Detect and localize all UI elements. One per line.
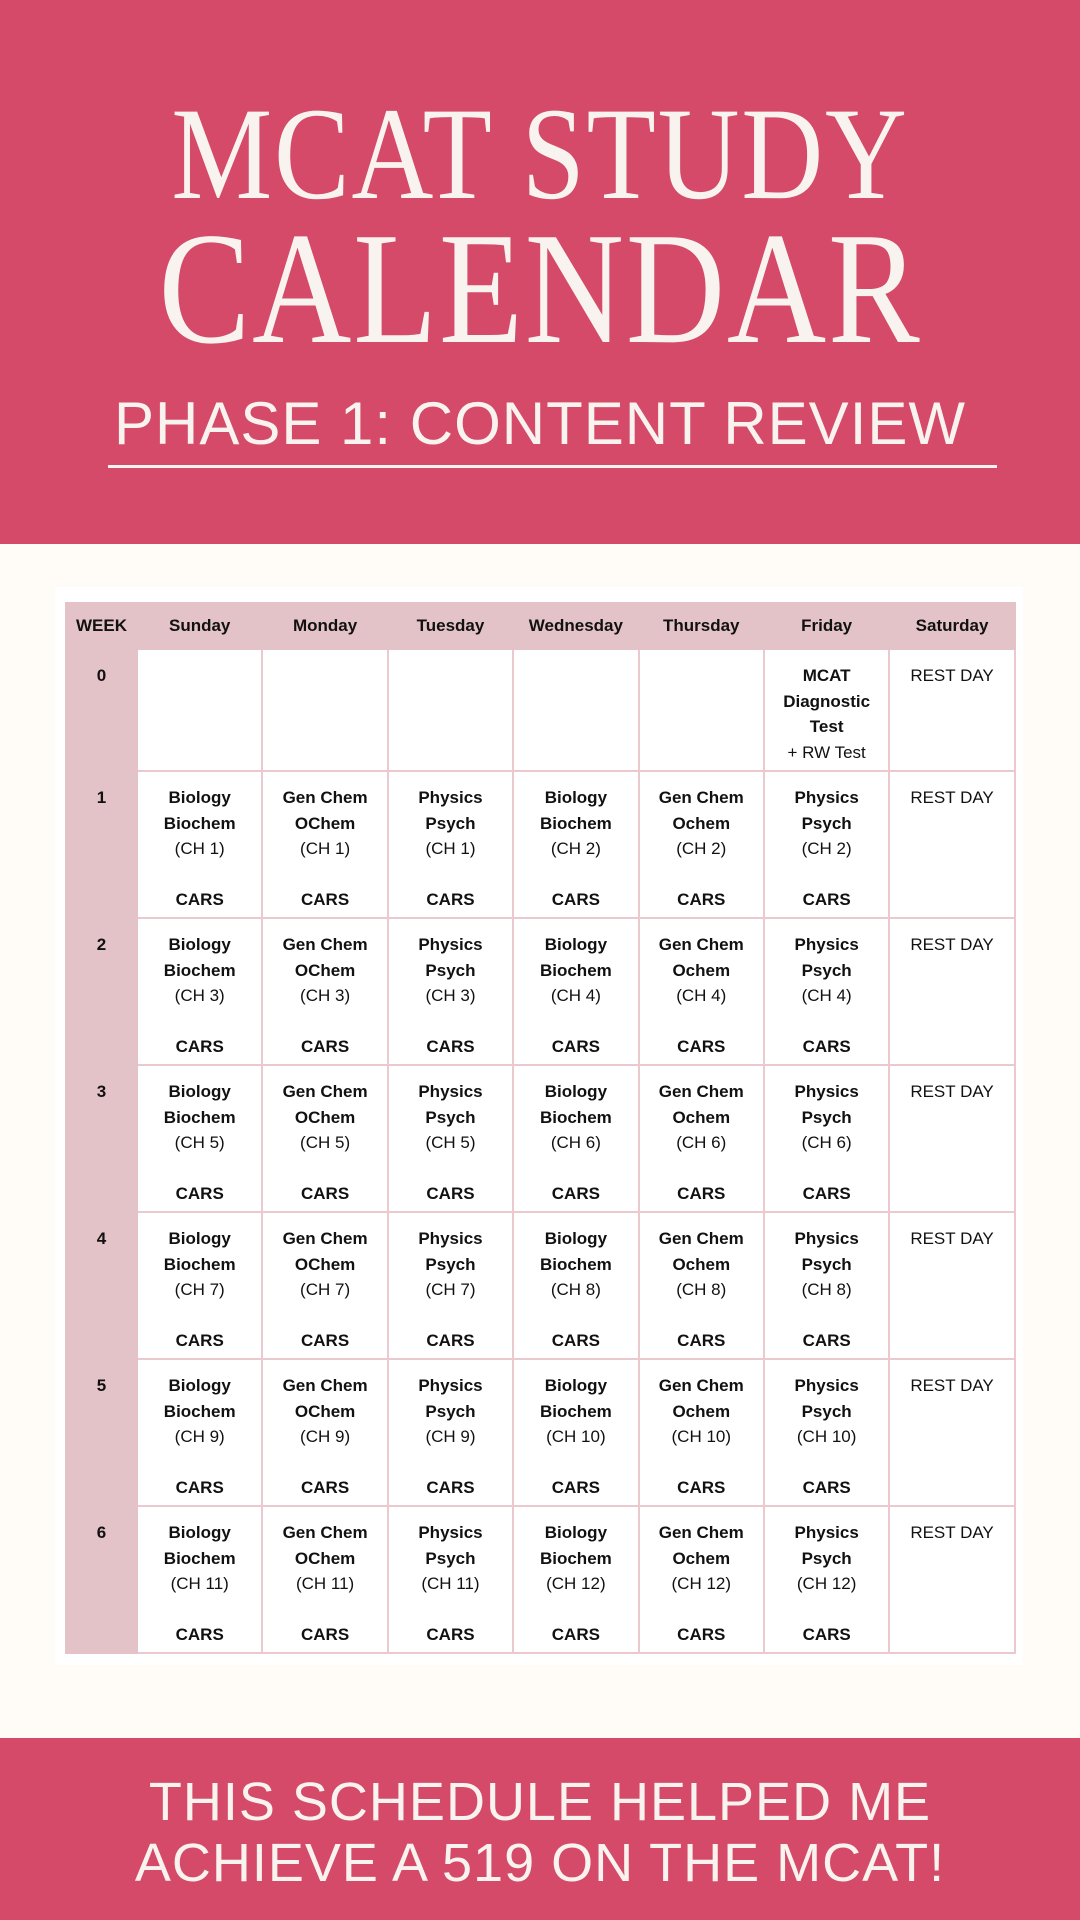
subject-label: OChem bbox=[294, 813, 356, 833]
day-cell-thursday bbox=[639, 1506, 764, 1653]
day-cell-sunday bbox=[137, 1506, 262, 1653]
day-cell-monday bbox=[262, 649, 387, 771]
cars-label: CARS bbox=[175, 1625, 224, 1645]
subject-label: OChem bbox=[294, 1401, 356, 1421]
chapter-label: (CH 1) bbox=[425, 839, 476, 859]
rest-day-label: REST DAY bbox=[910, 1376, 994, 1395]
column-header-saturday: Saturday bbox=[889, 603, 1014, 649]
subject-label: Biology bbox=[544, 1376, 608, 1395]
day-cell-monday bbox=[262, 1065, 387, 1212]
cars-label: CARS bbox=[802, 1625, 851, 1645]
chapter-label: (CH 8) bbox=[676, 1280, 727, 1300]
cars-label: CARS bbox=[802, 1478, 851, 1498]
spacer bbox=[640, 1303, 763, 1329]
column-header-week: WEEK bbox=[66, 603, 137, 649]
spacer bbox=[138, 1303, 261, 1329]
spacer bbox=[640, 1450, 763, 1476]
day-cell-friday bbox=[764, 1065, 889, 1212]
cars-label: CARS bbox=[301, 1478, 350, 1498]
title-line-1: MCAT STUDY bbox=[171, 80, 909, 227]
spacer bbox=[514, 1450, 637, 1476]
rest-day-label: REST DAY bbox=[910, 1229, 994, 1248]
cars-label: CARS bbox=[551, 1478, 600, 1498]
chapter-label: (CH 4) bbox=[801, 986, 852, 1006]
subject-label: Biology bbox=[168, 1376, 231, 1395]
spacer bbox=[514, 1009, 637, 1035]
spacer bbox=[640, 862, 763, 888]
day-cell-thursday bbox=[639, 649, 764, 771]
chapter-label: (CH 9) bbox=[425, 1427, 476, 1447]
day-cell-thursday bbox=[639, 1212, 764, 1359]
day-cell-wednesday bbox=[513, 649, 638, 771]
subject-label: Gen Chem bbox=[282, 1376, 368, 1395]
spacer bbox=[263, 862, 386, 888]
chapter-label: (CH 10) bbox=[546, 1427, 606, 1447]
subject-label: Gen Chem bbox=[282, 1229, 368, 1248]
day-cell-thursday bbox=[639, 1065, 764, 1212]
subtitle: PHASE 1: CONTENT REVIEW bbox=[113, 390, 967, 457]
chapter-label: (CH 12) bbox=[796, 1574, 857, 1594]
footer-line-1: THIS SCHEDULE HELPED ME bbox=[148, 1772, 932, 1832]
cars-label: CARS bbox=[175, 1184, 224, 1204]
day-cell-monday bbox=[262, 1506, 387, 1653]
day-cell-wednesday bbox=[513, 1065, 638, 1212]
chapter-label: (CH 5) bbox=[300, 1133, 351, 1153]
spacer bbox=[765, 1450, 888, 1476]
cars-label: CARS bbox=[677, 1331, 726, 1351]
day-cell-tuesday bbox=[388, 1506, 513, 1653]
spacer bbox=[765, 1303, 888, 1329]
subject-label: Physics bbox=[418, 788, 483, 807]
subject-label: Biochem bbox=[163, 1401, 236, 1421]
subject-label: Biochem bbox=[163, 813, 236, 833]
day-cell-friday bbox=[764, 1506, 889, 1653]
chapter-label: (CH 2) bbox=[801, 839, 852, 859]
chapter-label: (CH 2) bbox=[550, 839, 601, 859]
chapter-label: (CH 4) bbox=[676, 986, 727, 1006]
subject-label: Biology bbox=[544, 1523, 608, 1542]
subject-label: Physics bbox=[418, 1523, 483, 1542]
chapter-label: (CH 3) bbox=[425, 986, 476, 1006]
subject-label: Biology bbox=[544, 1082, 608, 1101]
day-cell-thursday bbox=[639, 771, 764, 918]
subject-label: OChem bbox=[294, 1254, 356, 1274]
subject-label: Biochem bbox=[539, 1254, 612, 1274]
cars-label: CARS bbox=[301, 1625, 350, 1645]
spacer bbox=[765, 1009, 888, 1035]
subject-label: MCAT bbox=[802, 666, 851, 685]
column-header-thursday: Thursday bbox=[639, 603, 764, 649]
subject-label: Physics bbox=[418, 935, 483, 954]
day-cell-wednesday bbox=[513, 771, 638, 918]
spacer bbox=[138, 862, 261, 888]
day-cell-saturday bbox=[889, 771, 1014, 918]
subject-label: Psych bbox=[425, 1401, 476, 1421]
subject-label: Gen Chem bbox=[282, 935, 368, 954]
chapter-label: (CH 10) bbox=[671, 1427, 732, 1447]
day-cell-saturday bbox=[889, 1212, 1014, 1359]
title-line-2: CALENDAR bbox=[158, 199, 922, 377]
subject-label: Biochem bbox=[539, 813, 612, 833]
subject-label: Physics bbox=[794, 1523, 859, 1542]
cars-label: CARS bbox=[677, 1184, 726, 1204]
week-row bbox=[66, 1212, 1015, 1359]
subject-label: Ochem bbox=[672, 1401, 731, 1421]
chapter-label: (CH 11) bbox=[295, 1574, 355, 1594]
subject-label: Psych bbox=[425, 1548, 476, 1568]
subject-label: Physics bbox=[794, 788, 859, 807]
chapter-label: + RW Test bbox=[787, 742, 866, 762]
chapter-label: (CH 6) bbox=[550, 1133, 601, 1153]
subject-label: Biology bbox=[544, 1229, 608, 1248]
subject-label: Gen Chem bbox=[282, 1523, 368, 1542]
chapter-label: (CH 6) bbox=[676, 1133, 727, 1153]
chapter-label: (CH 8) bbox=[801, 1280, 852, 1300]
chapter-label: (CH 10) bbox=[796, 1427, 857, 1447]
spacer bbox=[138, 1156, 261, 1182]
subject-label: Psych bbox=[425, 1254, 476, 1274]
subject-label: Biology bbox=[544, 788, 608, 807]
study-calendar-table bbox=[65, 602, 1016, 1654]
chapter-label: (CH 5) bbox=[425, 1133, 476, 1153]
chapter-label: (CH 11) bbox=[170, 1574, 229, 1594]
subject-label: Gen Chem bbox=[658, 1082, 744, 1101]
week-number: 1 bbox=[66, 771, 137, 918]
chapter-label: (CH 1) bbox=[300, 839, 351, 859]
cars-label: CARS bbox=[551, 1331, 600, 1351]
subject-label: Physics bbox=[794, 935, 859, 954]
day-cell-tuesday bbox=[388, 1065, 513, 1212]
subject-label: Gen Chem bbox=[658, 1376, 744, 1395]
week-number: 3 bbox=[66, 1065, 137, 1212]
subject-label: Ochem bbox=[672, 1548, 731, 1568]
day-cell-monday bbox=[262, 1212, 387, 1359]
cars-label: CARS bbox=[426, 1331, 475, 1351]
chapter-label: (CH 12) bbox=[546, 1574, 606, 1594]
cars-label: CARS bbox=[677, 1037, 726, 1057]
subject-label: Physics bbox=[418, 1229, 483, 1248]
subject-label: Psych bbox=[425, 960, 476, 980]
table-header-row bbox=[66, 603, 1015, 649]
chapter-label: (CH 1) bbox=[174, 839, 225, 859]
subject-label: Test bbox=[809, 717, 844, 737]
subject-label: Biochem bbox=[163, 1254, 236, 1274]
chapter-label: (CH 3) bbox=[174, 986, 225, 1006]
cars-label: CARS bbox=[551, 1037, 600, 1057]
chapter-label: (CH 7) bbox=[300, 1280, 351, 1300]
spacer bbox=[765, 1597, 888, 1623]
week-number: 6 bbox=[66, 1506, 137, 1653]
rest-day-label: REST DAY bbox=[910, 788, 994, 807]
subject-label: OChem bbox=[294, 960, 356, 980]
subject-label: Physics bbox=[418, 1082, 483, 1101]
cars-label: CARS bbox=[301, 890, 350, 910]
chapter-label: (CH 4) bbox=[550, 986, 601, 1006]
subject-label: Psych bbox=[801, 813, 852, 833]
spacer bbox=[389, 862, 512, 888]
cars-label: CARS bbox=[802, 1184, 851, 1204]
cars-label: CARS bbox=[175, 890, 224, 910]
subject-label: Physics bbox=[794, 1229, 859, 1248]
spacer bbox=[514, 862, 637, 888]
subject-label: Ochem bbox=[672, 1254, 731, 1274]
column-header-sunday: Sunday bbox=[137, 603, 262, 649]
day-cell-saturday bbox=[889, 1359, 1014, 1506]
week-number: 0 bbox=[66, 649, 137, 771]
cars-label: CARS bbox=[426, 1478, 475, 1498]
cars-label: CARS bbox=[175, 1331, 224, 1351]
column-header-monday: Monday bbox=[262, 603, 387, 649]
cars-label: CARS bbox=[426, 1037, 475, 1057]
day-cell-wednesday bbox=[513, 1212, 638, 1359]
subject-label: Biology bbox=[168, 788, 231, 807]
subject-label: Ochem bbox=[672, 813, 731, 833]
day-cell-tuesday bbox=[388, 771, 513, 918]
day-cell-tuesday bbox=[388, 649, 513, 771]
day-cell-tuesday bbox=[388, 1359, 513, 1506]
subject-label: Gen Chem bbox=[282, 788, 368, 807]
subject-label: Gen Chem bbox=[282, 1082, 368, 1101]
day-cell-thursday bbox=[639, 918, 764, 1065]
week-number: 2 bbox=[66, 918, 137, 1065]
day-cell-sunday bbox=[137, 649, 262, 771]
cars-label: CARS bbox=[677, 1625, 726, 1645]
week-row bbox=[66, 1506, 1015, 1653]
cars-label: CARS bbox=[551, 1184, 600, 1204]
header-banner bbox=[0, 0, 1080, 544]
subject-label: Physics bbox=[418, 1376, 483, 1395]
chapter-label: (CH 7) bbox=[174, 1280, 225, 1300]
day-cell-sunday bbox=[137, 1212, 262, 1359]
chapter-label: (CH 9) bbox=[300, 1427, 351, 1447]
subject-label: OChem bbox=[294, 1107, 356, 1127]
week-number: 4 bbox=[66, 1212, 137, 1359]
subject-label: Physics bbox=[794, 1082, 859, 1101]
day-cell-sunday bbox=[137, 1359, 262, 1506]
cars-label: CARS bbox=[175, 1478, 224, 1498]
day-cell-friday bbox=[764, 1359, 889, 1506]
cars-label: CARS bbox=[426, 1625, 475, 1645]
spacer bbox=[640, 1156, 763, 1182]
subject-label: Psych bbox=[801, 1254, 852, 1274]
cars-label: CARS bbox=[802, 890, 851, 910]
rest-day-label: REST DAY bbox=[910, 1082, 994, 1101]
subject-label: Gen Chem bbox=[658, 935, 744, 954]
spacer bbox=[389, 1009, 512, 1035]
chapter-label: (CH 5) bbox=[174, 1133, 225, 1153]
subject-label: Psych bbox=[425, 813, 476, 833]
spacer bbox=[389, 1303, 512, 1329]
subject-label: Biochem bbox=[163, 960, 236, 980]
spacer bbox=[765, 1156, 888, 1182]
chapter-label: (CH 7) bbox=[425, 1280, 476, 1300]
subject-label: Psych bbox=[801, 960, 852, 980]
subject-label: Gen Chem bbox=[658, 1229, 744, 1248]
day-cell-sunday bbox=[137, 1065, 262, 1212]
day-cell-friday bbox=[764, 918, 889, 1065]
day-cell-saturday bbox=[889, 918, 1014, 1065]
day-cell-wednesday bbox=[513, 1359, 638, 1506]
cars-label: CARS bbox=[677, 890, 726, 910]
subject-label: Ochem bbox=[672, 1107, 731, 1127]
subject-label: Psych bbox=[801, 1401, 852, 1421]
chapter-label: (CH 2) bbox=[676, 839, 727, 859]
week-row bbox=[66, 918, 1015, 1065]
day-cell-saturday bbox=[889, 1506, 1014, 1653]
cars-label: CARS bbox=[301, 1037, 350, 1057]
subject-label: Biochem bbox=[539, 960, 612, 980]
spacer bbox=[389, 1156, 512, 1182]
subject-label: Psych bbox=[425, 1107, 476, 1127]
day-cell-friday bbox=[764, 649, 889, 771]
rest-day-label: REST DAY bbox=[910, 935, 994, 954]
day-cell-monday bbox=[262, 771, 387, 918]
day-cell-thursday bbox=[639, 1359, 764, 1506]
column-header-tuesday: Tuesday bbox=[388, 603, 513, 649]
subject-label: Biology bbox=[544, 935, 608, 954]
spacer bbox=[138, 1597, 261, 1623]
spacer bbox=[138, 1450, 261, 1476]
footer-line-2: ACHIEVE A 519 ON THE MCAT! bbox=[134, 1833, 946, 1893]
day-cell-monday bbox=[262, 1359, 387, 1506]
cars-label: CARS bbox=[802, 1037, 851, 1057]
chapter-label: (CH 9) bbox=[174, 1427, 225, 1447]
cars-label: CARS bbox=[551, 890, 600, 910]
cars-label: CARS bbox=[426, 1184, 475, 1204]
subject-label: Psych bbox=[801, 1107, 852, 1127]
chapter-label: (CH 12) bbox=[671, 1574, 732, 1594]
week-row bbox=[66, 771, 1015, 918]
day-cell-saturday bbox=[889, 649, 1014, 771]
spacer bbox=[389, 1597, 512, 1623]
spacer bbox=[389, 1450, 512, 1476]
subject-label: OChem bbox=[294, 1548, 356, 1568]
subject-label: Biochem bbox=[539, 1401, 612, 1421]
cars-label: CARS bbox=[301, 1331, 350, 1351]
cars-label: CARS bbox=[677, 1478, 726, 1498]
day-cell-wednesday bbox=[513, 918, 638, 1065]
spacer bbox=[263, 1156, 386, 1182]
subject-label: Biology bbox=[168, 935, 231, 954]
spacer bbox=[514, 1156, 637, 1182]
week-row bbox=[66, 1359, 1015, 1506]
subject-label: Diagnostic bbox=[783, 691, 871, 711]
subject-label: Biochem bbox=[539, 1548, 612, 1568]
rest-day-label: REST DAY bbox=[910, 1523, 994, 1542]
rest-day-label: REST DAY bbox=[910, 666, 994, 685]
week-row bbox=[66, 1065, 1015, 1212]
footer-banner bbox=[0, 1738, 1080, 1920]
spacer bbox=[263, 1009, 386, 1035]
spacer bbox=[138, 1009, 261, 1035]
subject-label: Ochem bbox=[672, 960, 731, 980]
spacer bbox=[514, 1303, 637, 1329]
day-cell-sunday bbox=[137, 918, 262, 1065]
cars-label: CARS bbox=[175, 1037, 224, 1057]
subject-label: Biochem bbox=[539, 1107, 612, 1127]
subject-label: Physics bbox=[794, 1376, 859, 1395]
day-cell-monday bbox=[262, 918, 387, 1065]
week-row bbox=[66, 649, 1015, 771]
subject-label: Biochem bbox=[163, 1548, 236, 1568]
day-cell-wednesday bbox=[513, 1506, 638, 1653]
chapter-label: (CH 11) bbox=[421, 1574, 480, 1594]
chapter-label: (CH 3) bbox=[300, 986, 351, 1006]
day-cell-tuesday bbox=[388, 918, 513, 1065]
day-cell-saturday bbox=[889, 1065, 1014, 1212]
spacer bbox=[765, 862, 888, 888]
spacer bbox=[514, 1597, 637, 1623]
spacer bbox=[263, 1597, 386, 1623]
subject-label: Biology bbox=[168, 1082, 231, 1101]
cars-label: CARS bbox=[802, 1331, 851, 1351]
spacer bbox=[640, 1009, 763, 1035]
day-cell-friday bbox=[764, 771, 889, 918]
subject-label: Gen Chem bbox=[658, 788, 744, 807]
subject-label: Biology bbox=[168, 1523, 231, 1542]
column-header-friday: Friday bbox=[764, 603, 889, 649]
subject-label: Biology bbox=[168, 1229, 231, 1248]
chapter-label: (CH 8) bbox=[550, 1280, 601, 1300]
subject-label: Biochem bbox=[163, 1107, 236, 1127]
subject-label: Gen Chem bbox=[658, 1523, 744, 1542]
cars-label: CARS bbox=[301, 1184, 350, 1204]
subject-label: Psych bbox=[801, 1548, 852, 1568]
week-number: 5 bbox=[66, 1359, 137, 1506]
cars-label: CARS bbox=[551, 1625, 600, 1645]
day-cell-friday bbox=[764, 1212, 889, 1359]
chapter-label: (CH 6) bbox=[801, 1133, 852, 1153]
day-cell-sunday bbox=[137, 771, 262, 918]
subtitle-underline bbox=[108, 465, 997, 468]
day-cell-tuesday bbox=[388, 1212, 513, 1359]
spacer bbox=[263, 1303, 386, 1329]
cars-label: CARS bbox=[426, 890, 475, 910]
spacer bbox=[263, 1450, 386, 1476]
column-header-wednesday: Wednesday bbox=[513, 603, 638, 649]
spacer bbox=[640, 1597, 763, 1623]
